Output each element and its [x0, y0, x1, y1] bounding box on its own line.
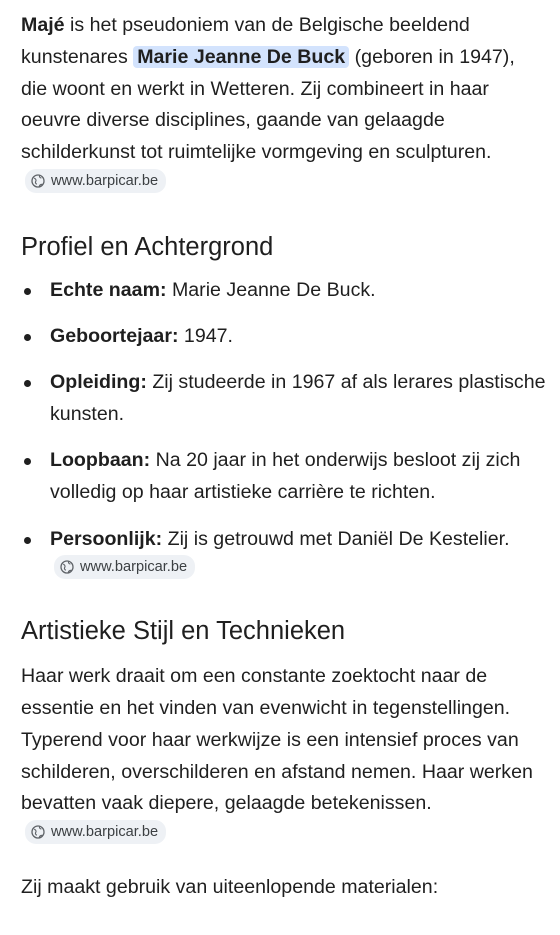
- list-item-text: Marie Jeanne De Buck.: [166, 278, 376, 301]
- source-chip[interactable]: [25, 169, 166, 193]
- materials-intro: Zij maakt gebruik van uiteenlopende materialen:: [21, 875, 439, 898]
- style-paragraph: [21, 661, 546, 852]
- source-chip[interactable]: [54, 555, 195, 579]
- list-item-text: Zij studeerde in 1967 af als lerares plastische kunsten.: [50, 371, 546, 426]
- list-item-text: Zij is getrouwd met Daniël De Kestelier.: [162, 527, 510, 550]
- list-item-label: Echte naam:: [50, 278, 167, 301]
- list-item-label: Geboortejaar:: [50, 325, 179, 348]
- style-paragraph-text: Haar werk draait om een constante zoektocht naar de essentie en het vinden van evenwicht in tegenstellingen. Typerend voor haar werkwijze is een intensief proces van schilderen, overschilderen en afstand nemen. Haar werken bevatten vaak diepere, gelaagde betekenissen.: [21, 665, 533, 815]
- intro-text-1: is het pseudoniem van de Belgische beeldend kunstenares: [21, 14, 470, 68]
- section-heading-stijl: Artistieke Stijl en Technieken: [21, 617, 346, 646]
- profile-facts-list: [21, 275, 546, 587]
- globe-icon: [31, 825, 45, 839]
- source-chip[interactable]: [25, 820, 166, 844]
- source-chip-label: www.barpicar.be: [51, 824, 159, 841]
- list-item-text: Na 20 jaar in het onderwijs besloot zij zich volledig op haar artistieke carrière te richten.: [50, 449, 521, 504]
- list-item-opleiding: [21, 367, 546, 431]
- artist-pseudonym: Majé: [21, 14, 65, 36]
- list-item-persoonlijk: [21, 524, 546, 588]
- list-item-text: 1947.: [178, 325, 233, 348]
- highlighted-name[interactable]: Marie Jeanne De Buck: [133, 46, 349, 68]
- globe-icon: [31, 174, 45, 188]
- list-item-label: Persoonlijk:: [50, 527, 163, 550]
- source-chip-label: www.barpicar.be: [51, 172, 159, 189]
- intro-paragraph: [21, 10, 546, 201]
- article: [21, 0, 546, 904]
- list-item-label: Opleiding:: [50, 371, 147, 394]
- section-heading-profiel: Profiel en Achtergrond: [21, 232, 274, 261]
- intro-text-2: (geboren in 1947), die woont en werkt in Wetteren. Zij combineert in haar oeuvre diverse disciplines, gaande van gelaagde schilderkunst tot ruimtelijke vormgeving en sculpturen.: [21, 45, 515, 164]
- list-item-label: Loopbaan:: [50, 449, 151, 472]
- source-chip-label: www.barpicar.be: [80, 559, 188, 576]
- list-item-loopbaan: [21, 445, 546, 509]
- list-item-geboortejaar: [21, 321, 546, 353]
- globe-icon: [60, 560, 74, 574]
- list-item-echte-naam: [21, 275, 546, 307]
